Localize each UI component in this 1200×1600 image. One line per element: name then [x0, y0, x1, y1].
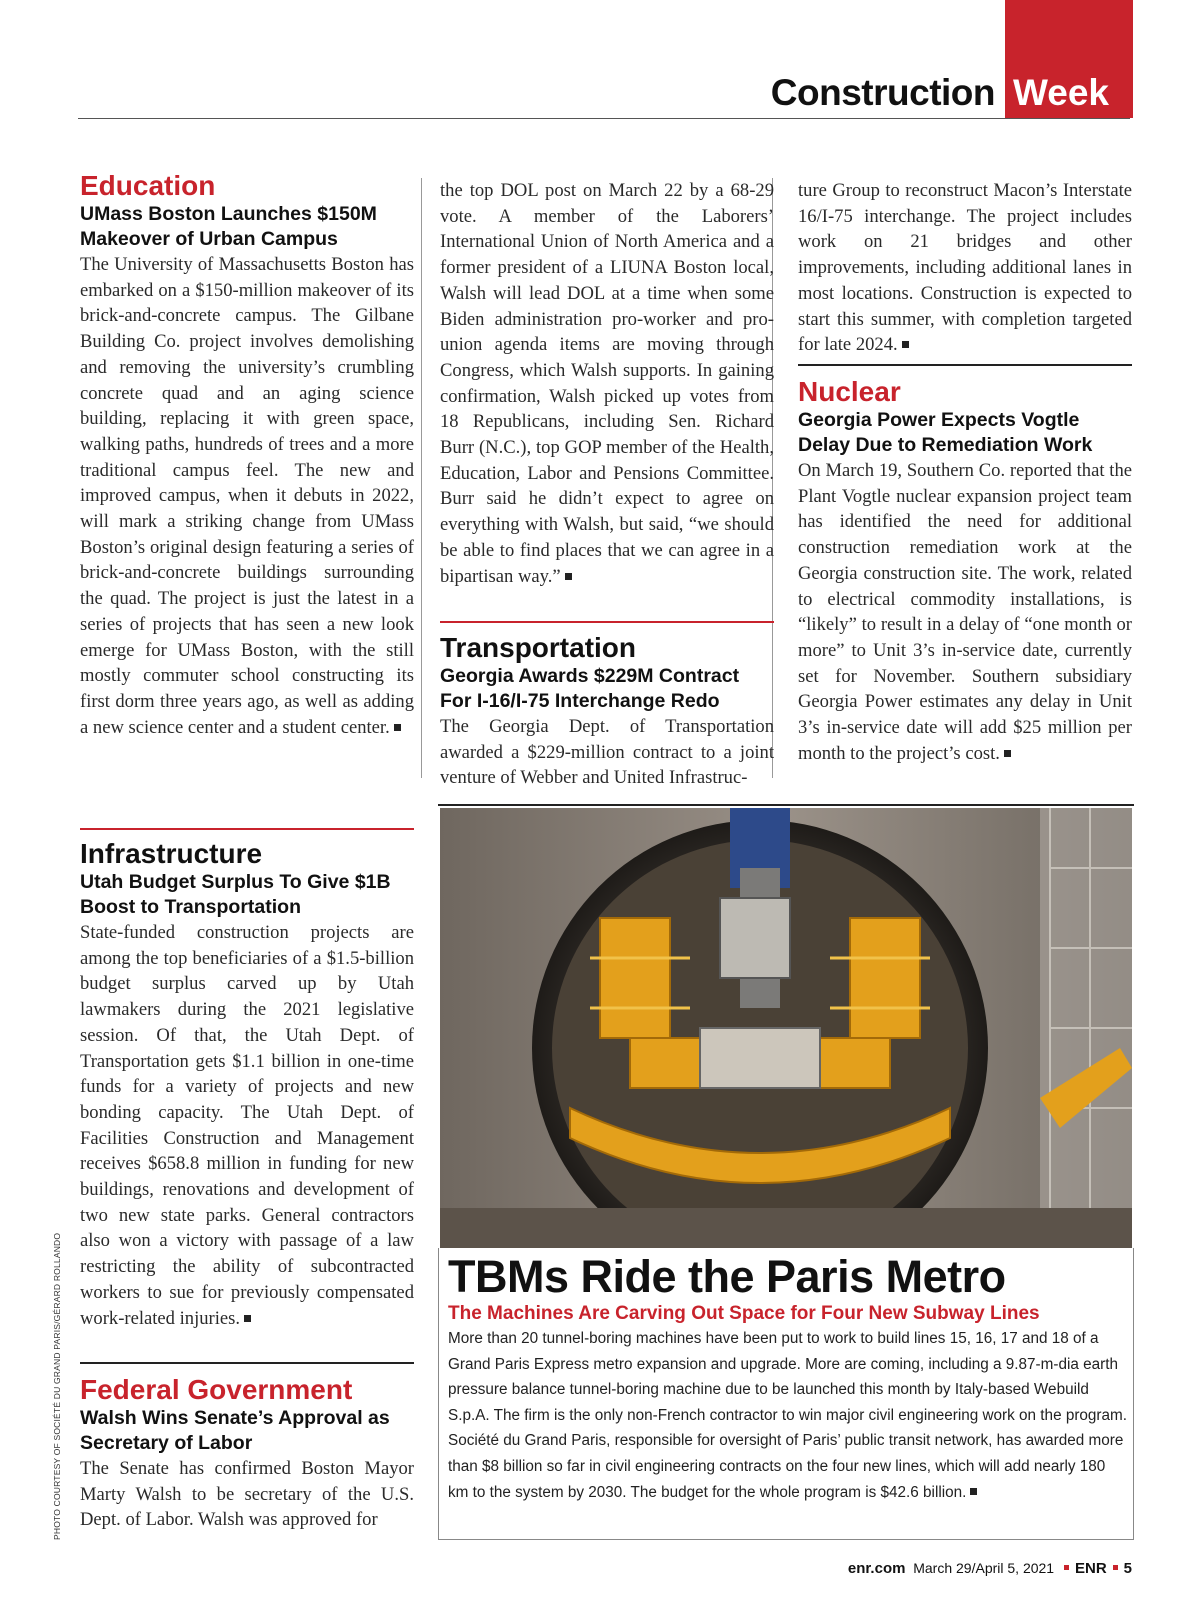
- section-heading-nuclear: Nuclear: [798, 376, 901, 407]
- article-infrastructure: [80, 838, 414, 1331]
- section-heading-education: Education: [80, 170, 216, 201]
- section-rule: [80, 828, 414, 830]
- feature-subtitle: The Machines Are Carving Out Space for Four New Subway Lines: [448, 1303, 1040, 1324]
- body-federal-government-continued: the top DOL post on March 22 by a 68-29 vote. A member of the Laborers’ International Union of North America and a former president of a LIUNA Boston local, Walsh will lead DOL at a time when some Biden administration pro-worker and pro-union agenda items are moving through Congress, which Walsh supports. In gaining confirmation, Walsh picked up votes from 18 Republicans, including Sen. Richard Burr (N.C.), top GOP member of the Health, Education, Labor and Pensions Committee. Burr said he didn’t expect to agree on everything with Walsh, but said, “we should be able to find places that we can agree in a bipartisan way.”: [440, 180, 774, 587]
- body-infrastructure: State-funded construction projects are among the top beneficiaries of a $1.5-billion budget surplus carved up by Utah lawmakers during the 2021 legislative session. Of that, the Utah Dept. of Transportation gets $1.1 billion in one-time funds for a variety of projects and new bonding capacity. The Utah Dept. of Facilities Construction and Management receives $658.8 million in funding for new buildings, renovations and development of two new state parks. General contractors also won a victory with passage of a law restricting the ability of subcontracted workers to sue for previously compensated work-related injuries.: [80, 922, 414, 1329]
- tunnel-boring-machine-image: [440, 808, 1132, 1248]
- square-bullet-icon: [1064, 1565, 1069, 1570]
- tbm-photo: [440, 808, 1132, 1248]
- square-bullet-icon: [1113, 1565, 1118, 1570]
- headline-education: UMass Boston Launches $150M Makeover of Urban Campus: [80, 203, 377, 250]
- photo-credit: PHOTO COURTESY OF SOCIÉTÉ DU GRAND PARIS/GÉRARD ROLLANDO: [52, 1232, 62, 1540]
- feature-body: More than 20 tunnel-boring machines have been put to work to build lines 15, 16, 17 and 18 of a Grand Paris Express metro expansion and upgrade. More are coming, including a 9.87-m-dia earth pressure balance tunnel-boring machine due to be launched this month by Italy-based Webuild S.p.A. The firm is the only non-French contractor to win major civil engineering work on the program. Société du Grand Paris, responsible for oversight of Paris’ public transit network, has awarded more than $8 billion so far in civil engineering contracts on the four new lines, which will add nearly 180 km to the system by 2030. The budget for the whole program is $42.6 billion.: [448, 1330, 1128, 1501]
- headline-nuclear: Georgia Power Expects Vogtle Delay Due to Remediation Work: [798, 409, 1093, 456]
- column-divider: [421, 178, 422, 778]
- end-mark-icon: [394, 724, 401, 731]
- section-heading-infrastructure: Infrastructure: [80, 838, 263, 869]
- footer-site-link[interactable]: enr.com: [847, 1560, 906, 1577]
- body-federal-government-start: The Senate has confirmed Boston Mayor Marty Walsh to be secretary of the U.S. Dept. of Labor. Walsh was approved for: [80, 1458, 414, 1531]
- body-transportation-start: The Georgia Dept. of Transportation awarded a $229-million contract to a joint venture of Webber and United Infrastruc-: [440, 716, 774, 789]
- article-federal-government-continued: [440, 178, 774, 589]
- end-mark-icon: [565, 573, 572, 580]
- section-banner-week: Week: [1013, 72, 1109, 113]
- header-rule: [78, 118, 1130, 119]
- end-mark-icon: [902, 341, 909, 348]
- body-nuclear: On March 19, Southern Co. reported that the Plant Vogtle nuclear expansion project team has identified the need for additional construction remediation work at the Georgia construction site. The work, related to electrical commodity installations, is “likely” to result in a delay of “one month or more” to Unit 3’s in-service date, currently set for November. Southern subsidiary Georgia Power estimates any delay in Unit 3’s in-service date will add $25 million per month to the project’s cost.: [798, 460, 1132, 764]
- body-transportation-continued: ture Group to reconstruct Macon’s Interstate 16/I-75 interchange. The project includes work on 21 bridges and other improvements, including additional lanes in most locations. Construction is expected to start this summer, with completion targeted for late 2024.: [798, 180, 1132, 356]
- body-education: The University of Massachusetts Boston has embarked on a $150-million makeover of its brick-and-concrete campus. The Gilbane Building Co. project involves demolishing and removing the university’s crumbling concrete quad and an aging science building, replacing it with green space, walking paths, hundreds of trees and a more traditional campus feel. The new and improved campus, when it debuts in 2022, will mark a striking change from UMass Boston’s original design featuring a series of brick-and-concrete buildings surrounding the quad. The project is just the latest in a series of projects that has seen a new look emerge for UMass Boston, with the still mostly commuter school constructing its first dorm three years ago, as well as adding a new science center and a student center.: [80, 254, 414, 738]
- feature-top-rule: [438, 804, 1134, 806]
- section-rule: [798, 364, 1132, 366]
- headline-transportation: Georgia Awards $229M Contract For I-16/I-75 Interchange Redo: [440, 665, 740, 712]
- footer-brand: ENR: [1074, 1560, 1107, 1577]
- section-rule: [440, 621, 774, 623]
- end-mark-icon: [244, 1315, 251, 1322]
- end-mark-icon: [970, 1488, 977, 1495]
- section-heading-transportation: Transportation: [440, 632, 637, 663]
- article-transportation-continued: [798, 178, 1132, 358]
- article-nuclear: [798, 376, 1132, 766]
- section-rule: [80, 1362, 414, 1364]
- feature-caption: [448, 1252, 1128, 1505]
- article-education: [80, 170, 414, 740]
- page-footer: [848, 1560, 1132, 1577]
- article-transportation: [440, 632, 774, 791]
- page-number: 5: [1123, 1560, 1132, 1577]
- headline-federal-government: Walsh Wins Senate’s Approval as Secretary of Labor: [80, 1407, 390, 1454]
- end-mark-icon: [1004, 750, 1011, 757]
- footer-date: March 29/April 5, 2021: [913, 1560, 1055, 1576]
- feature-title: TBMs Ride the Paris Metro: [448, 1251, 1006, 1302]
- section-banner-construction: Construction: [770, 72, 995, 113]
- headline-infrastructure: Utah Budget Surplus To Give $1B Boost to Transportation: [80, 871, 391, 918]
- article-federal-government: [80, 1374, 414, 1533]
- section-heading-federal-government: Federal Government: [80, 1374, 353, 1405]
